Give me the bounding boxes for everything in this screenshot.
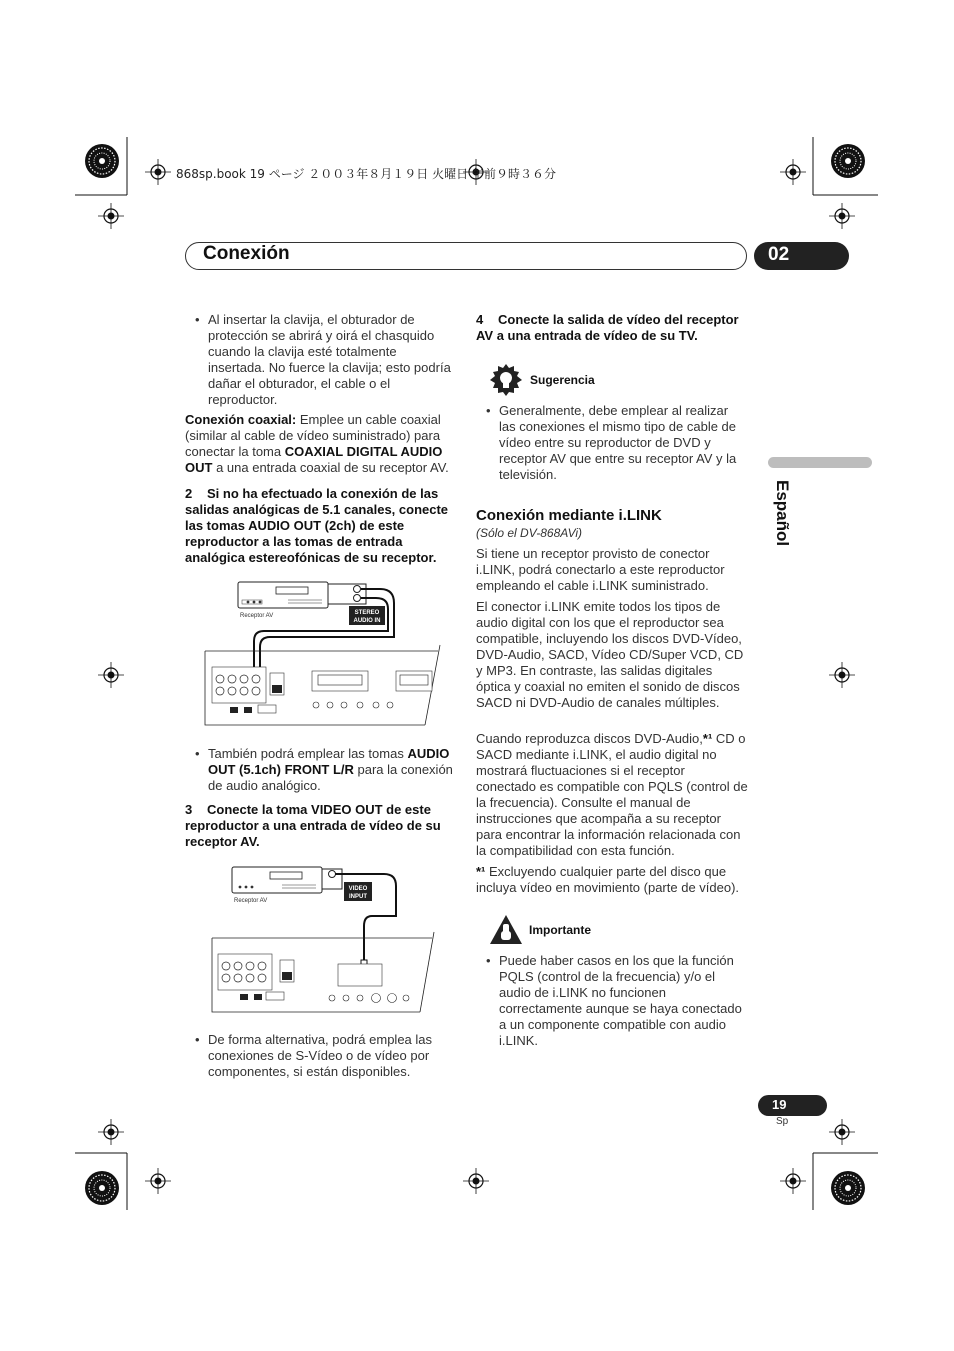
- coaxial-text-2: a una entrada coaxial de su receptor AV.: [212, 460, 449, 475]
- important-bullet: Puede haber casos en los que la función PQLS (control de la frecuencia) y/o el audio de i.LINK no funcionen correctamente aunque se haya conectado a un componente compatible con audio i.LINK.: [499, 953, 742, 1048]
- language-label: Español: [773, 480, 792, 547]
- tip-label: Sugerencia: [530, 373, 595, 387]
- bullet-front-text-2: para la conexión de audio analógico.: [208, 762, 453, 793]
- ilink-paragraph-1: Si tiene un receptor provisto de conector i.LINK, podrá conectarlo a este reproductor empleando el cable i.LINK suministrado.: [476, 546, 725, 593]
- warning-hand-icon: [490, 915, 522, 945]
- stereo-audio-connection-diagram: [200, 575, 445, 730]
- stereo-input-label-2: AUDIO IN: [353, 618, 381, 624]
- step-3-number: 3: [185, 802, 193, 817]
- stereo-input-label-1: STEREO: [354, 610, 380, 616]
- bullet-alternative-note: De forma alternativa, podrá emplea las conexiones de S-Vídeo o de vídeo por componentes, si están disponibles.: [208, 1032, 433, 1079]
- step-2-text: Si no ha efectuado la conexión de las salidas analógicas de 5.1 canales, conecte las tomas AUDIO OUT (2ch) de este reproductor a las tomas de entrada analógica estereofónicas de su receptor.: [185, 486, 449, 565]
- bullet-dot: •: [195, 746, 200, 761]
- coaxial-text-1: Emplee un cable coaxial (similar al cable de vídeo suministrado) para conectar la toma: [185, 412, 441, 459]
- bullet-front-jack: AUDIO OUT (5.1ch) FRONT L/R: [208, 746, 450, 777]
- bullet-dot: •: [486, 953, 491, 968]
- bullet-shutter-note: Al insertar la clavija, el obturador de protección se abrirá y oirá el chasquido cuando la clavija esté totalmente insertada. No fuerce la clavija; esto podría dañar el obturador, el cable o el reproductor.: [208, 312, 451, 407]
- page-number-badge: [758, 1095, 827, 1116]
- coaxial-paragraph: [185, 412, 455, 476]
- bullet-front-text-1: También podrá emplear las tomas: [208, 746, 408, 761]
- language-tab: [752, 480, 822, 550]
- bullet-dot: •: [195, 312, 200, 327]
- coaxial-jack-name: COAXIAL DIGITAL AUDIO OUT: [185, 444, 443, 475]
- important-label: Importante: [529, 923, 592, 937]
- print-info-line: 868sp.book 19 ページ ２００３年８月１９日 火曜日 午前９時３６分: [176, 167, 556, 181]
- footnote-text: Excluyendo cualquier parte del disco que incluya vídeo en movimiento (parte de vídeo).: [476, 864, 740, 895]
- language-code: Sp: [776, 1116, 789, 1127]
- page-number: 19: [772, 1097, 787, 1112]
- bullet-front-lr-note: [208, 746, 456, 794]
- video-input-label-1: VIDEO: [348, 886, 368, 892]
- coaxial-label: Conexión coaxial:: [185, 412, 297, 427]
- step-2-number: 2: [185, 486, 193, 501]
- ilink-heading: Conexión mediante i.LINK: [476, 507, 662, 524]
- step-4-text: Conecte la salida de vídeo del receptor AV a una entrada de vídeo de su TV.: [476, 312, 739, 343]
- footnote: [476, 864, 748, 896]
- ilink-p3-text-1: Cuando reproduzca discos DVD-Audio,: [476, 731, 703, 746]
- bullet-dot: •: [486, 403, 491, 418]
- lightbulb-icon: [490, 364, 522, 396]
- bullet-dot: •: [195, 1032, 200, 1047]
- step-3-text: Conecte la toma VIDEO OUT de este reproductor a una entrada de vídeo de su receptor AV.: [185, 802, 441, 849]
- receiver-label: Receptor AV: [240, 613, 274, 619]
- receiver-label: Receptor AV: [234, 898, 268, 904]
- language-tab-bar: [768, 457, 872, 468]
- step-4-number: 4: [476, 312, 484, 327]
- page-title: Conexión: [203, 243, 290, 264]
- ilink-paragraph-3: [476, 731, 748, 859]
- video-input-label-2: INPUT: [349, 894, 367, 900]
- video-connection-diagram: [200, 860, 445, 1015]
- ilink-p3-text-2: CD o SACD mediante i.LINK, el audio digital no mostrará fluctuaciones si el receptor conectado es compatible con PQLS (control de la frecuencia). Consulte el manual de instrucciones que acompaña a su receptor para encontrar la información relacionada con la compatibilidad con esta función.: [476, 731, 748, 858]
- footnote-marker: *¹: [476, 864, 486, 879]
- tip-bullet: Generalmente, debe emplear al realizar las conexiones el mismo tipo de cable de vídeo entre su reproductor de DVD y receptor AV que entre su receptor AV y la televisión.: [499, 403, 737, 482]
- ilink-subtitle: (Sólo el DV-868AVi): [476, 526, 583, 540]
- ilink-paragraph-2: El conector i.LINK emite todos los tipos de audio digital con los que el reproductor sea compatible, incluyendo los discos DVD-Vídeo, DVD-Audio, SACD, Vídeo CD/Super VCD, CD y MP3. En contraste, las salidas digitales óptica y coaxial no emiten el sonido de discos SACD ni DVD-Audio de canales múltiples.: [476, 599, 744, 710]
- chapter-number: 02: [768, 244, 790, 265]
- footnote-marker: *¹: [702, 731, 713, 746]
